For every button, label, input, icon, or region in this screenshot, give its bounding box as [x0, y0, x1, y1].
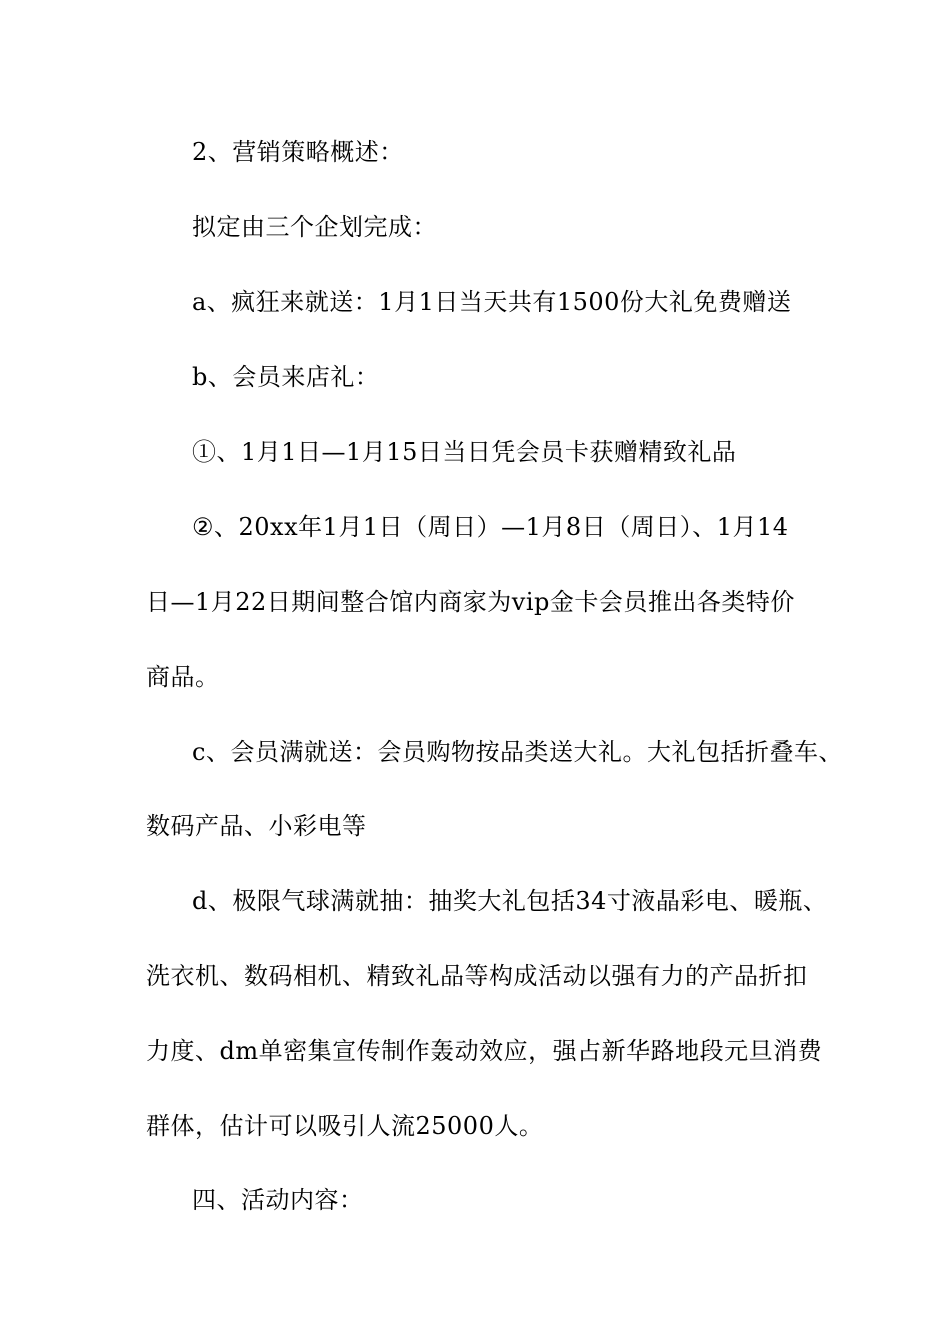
paragraph-line: 洗衣机、数码相机、精致礼品等构成活动以强有力的产品折扣	[146, 962, 808, 990]
list-item-b: b、会员来店礼：	[192, 363, 380, 391]
section-heading-marketing-strategy: 2、营销策略概述：	[192, 138, 404, 166]
paragraph-line: 力度、dm单密集宣传制作轰动效应，强占新华路地段元旦消费	[146, 1037, 823, 1065]
paragraph-line: 拟定由三个企划完成：	[192, 213, 437, 241]
list-item-c: c、会员满就送：会员购物按品类送大礼。大礼包括折叠车、	[192, 738, 843, 766]
section-heading-activity-content: 四、活动内容：	[192, 1186, 364, 1214]
sub-item-1: ①、1月1日—1月15日当日凭会员卡获赠精致礼品	[192, 438, 737, 466]
list-item-d: d、极限气球满就抽：抽奖大礼包括34寸液晶彩电、暖瓶、	[192, 887, 828, 915]
paragraph-line: 数码产品、小彩电等	[146, 812, 367, 840]
list-item-a: a、疯狂来就送：1月1日当天共有1500份大礼免费赠送	[192, 288, 792, 316]
sub-item-2: ②、20xx年1月1日（周日）—1月8日（周日）、1月14	[192, 513, 789, 541]
paragraph-line: 日—1月22日期间整合馆内商家为vip金卡会员推出各类特价	[146, 588, 795, 616]
paragraph-line: 群体，估计可以吸引人流25000人。	[146, 1112, 544, 1140]
paragraph-line: 商品。	[146, 663, 220, 691]
